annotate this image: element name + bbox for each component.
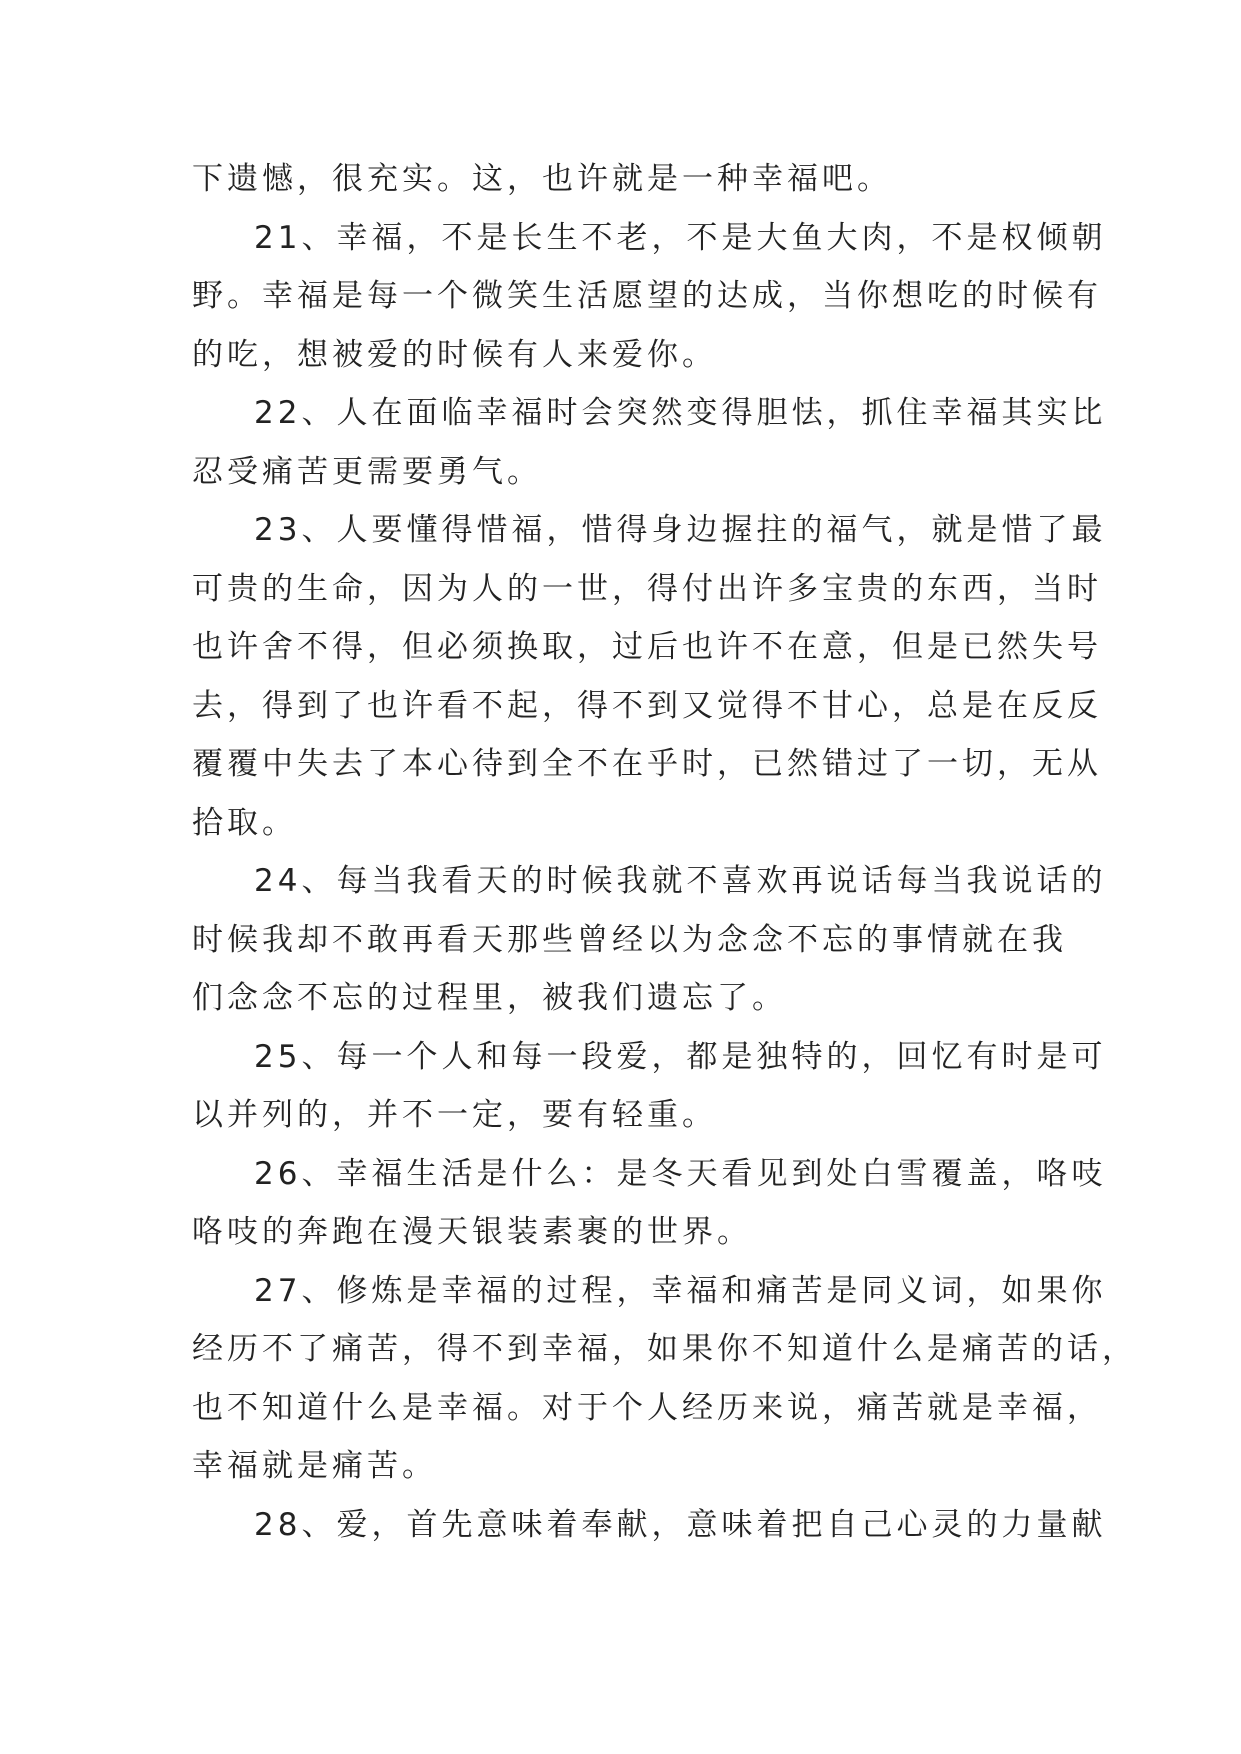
- text-column: [192, 150, 1137, 1554]
- text-line: 去，得到了也许看不起，得不到又觉得不甘心，总是在反反: [192, 687, 1102, 724]
- text-line: 以并列的，并不一定，要有轻重。: [192, 1097, 717, 1133]
- paragraph-24-line: 24、每当我看天的时候我就不喜欢再说话每当我说话的: [254, 863, 1107, 899]
- text-line: 经历不了痛苦，得不到幸福，如果你不知道什么是痛苦的话，: [192, 1331, 1137, 1367]
- text-line: 野。幸福是每一个微笑生活愿望的达成，当你想吃的时候有: [192, 278, 1102, 314]
- text-line: 也许舍不得，但必须换取，过后也许不在意，但是已然失号: [192, 629, 1102, 665]
- text-line: 的吃，想被爱的时候有人来爱你。: [192, 336, 717, 373]
- paragraph-26-line: 26、幸福生活是什么：是冬天看见到处白雪覆盖，咯吱: [254, 1155, 1107, 1192]
- text-line: 覆覆中失去了本心待到全不在乎时，已然错过了一切，无从: [192, 746, 1102, 782]
- text-line: 可贵的生命，因为人的一世，得付出许多宝贵的东西，当时: [192, 570, 1102, 607]
- text-line: 时候我却不敢再看天那些曾经以为念念不忘的事情就在我: [192, 921, 1067, 958]
- paragraph-28-line: 28、爱，首先意味着奉献，意味着把自己心灵的力量献: [254, 1506, 1107, 1543]
- paragraph-27-line: 27、修炼是幸福的过程，幸福和痛苦是同义词，如果你: [254, 1272, 1107, 1309]
- text-line: 下遗憾，很充实。这，也许就是一种幸福吧。: [192, 161, 892, 197]
- paragraph-25-line: 25、每一个人和每一段爱，都是独特的，回忆有时是可: [254, 1038, 1107, 1075]
- text-line: 忍受痛苦更需要勇气。: [192, 453, 542, 490]
- paragraph-21-line: 21、幸福，不是长生不老，不是大鱼大肉，不是权倾朝: [254, 219, 1107, 256]
- paragraph-23-line: 23、人要懂得惜福，惜得身边握拄的福气，就是惜了最: [254, 512, 1107, 548]
- paragraph-22-line: 22、人在面临幸福时会突然变得胆怯，抓住幸福其实比: [254, 395, 1107, 431]
- text-line: 们念念不忘的过程里，被我们遗忘了。: [192, 980, 787, 1016]
- text-line: 拾取。: [192, 804, 297, 841]
- text-line: 也不知道什么是幸福。对于个人经历来说，痛苦就是幸福，: [192, 1389, 1102, 1426]
- text-line: 幸福就是痛苦。: [192, 1448, 437, 1484]
- text-line: 咯吱的奔跑在漫天银装素裹的世界。: [192, 1214, 752, 1250]
